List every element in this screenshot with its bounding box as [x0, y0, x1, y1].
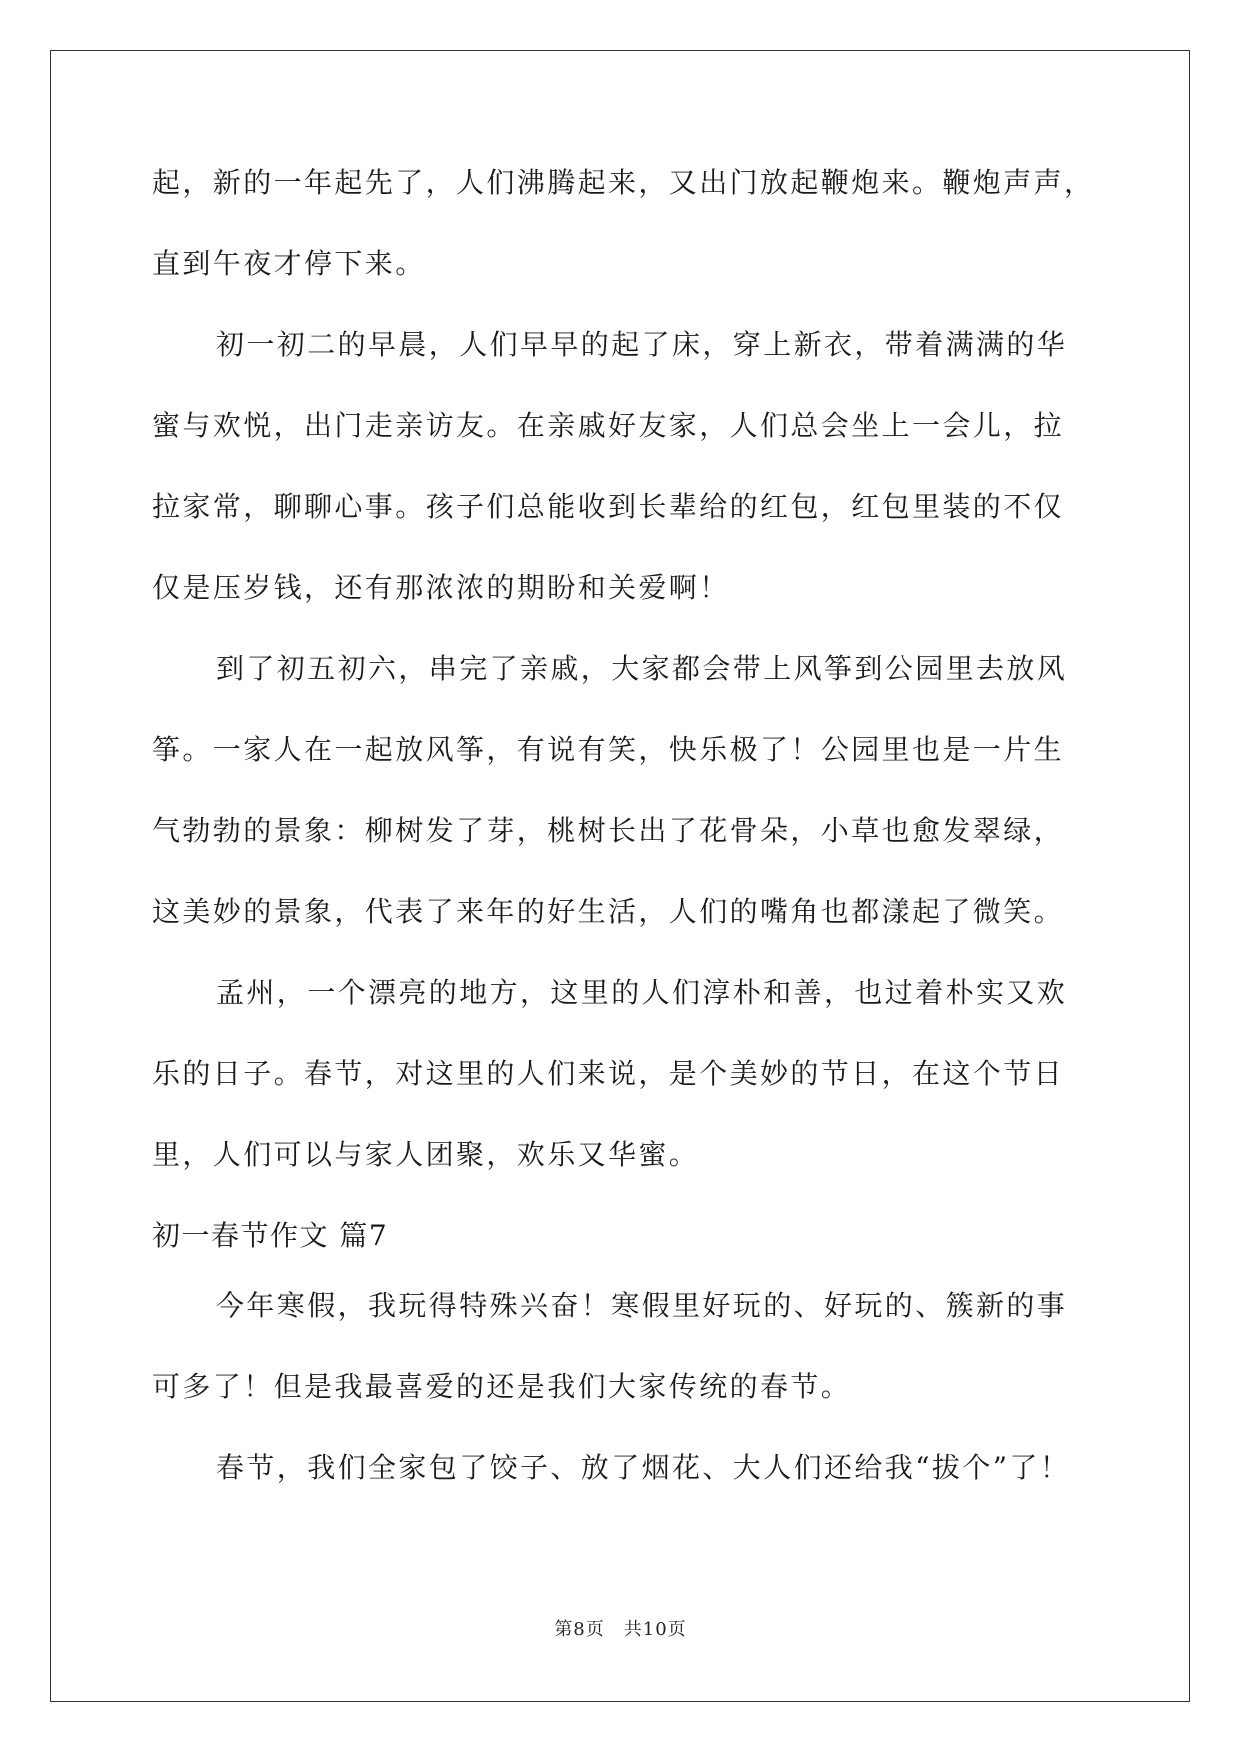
page-footer: 第8页 共10页: [554, 1619, 687, 1640]
text-line: 直到午夜才停下来。: [152, 247, 426, 280]
text-line: 筝。一家人在一起放风筝，有说有笑，快乐极了！公园里也是一片生: [152, 733, 1065, 766]
text-line: 里，人们可以与家人团聚，欢乐又华蜜。: [152, 1138, 700, 1171]
text-line: 仅是压岁钱，还有那浓浓的期盼和关爱啊！: [152, 571, 730, 604]
text-line: 到了初五初六，串完了亲戚，大家都会带上风筝到公园里去放风: [216, 652, 1068, 685]
text-line: 今年寒假，我玩得特殊兴奋！寒假里好玩的、好玩的、簇新的事: [216, 1289, 1068, 1322]
text-line: 拉家常，聊聊心事。孩子们总能收到长辈给的红包，红包里装的不仅: [152, 490, 1065, 523]
text-line: 可多了！但是我最喜爱的还是我们大家传统的春节。: [152, 1370, 852, 1403]
document-body: [152, 159, 1097, 1525]
text-line: 乐的日子。春节，对这里的人们来说，是个美妙的节日，在这个节日: [152, 1057, 1065, 1090]
text-line: 起，新的一年起先了，人们沸腾起来，又出门放起鞭炮来。鞭炮声声，: [152, 166, 1095, 199]
text-line: 这美妙的景象，代表了来年的好生活，人们的嘴角也都漾起了微笑。: [152, 895, 1065, 928]
text-line: 孟州，一个漂亮的地方，这里的人们淳朴和善，也过着朴实又欢: [216, 976, 1068, 1009]
text-line: 蜜与欢悦，出门走亲访友。在亲戚好友家，人们总会坐上一会儿，拉: [152, 409, 1065, 442]
text-line: 初一初二的早晨，人们早早的起了床，穿上新衣，带着满满的华: [216, 328, 1068, 361]
text-line: 气勃勃的景象：柳树发了芽，桃树长出了花骨朵，小草也愈发翠绿，: [152, 814, 1065, 847]
section-heading: 初一春节作文 篇7: [152, 1219, 389, 1252]
text-line: 春节，我们全家包了饺子、放了烟花、大人们还给我“拔个”了！: [216, 1451, 1071, 1484]
